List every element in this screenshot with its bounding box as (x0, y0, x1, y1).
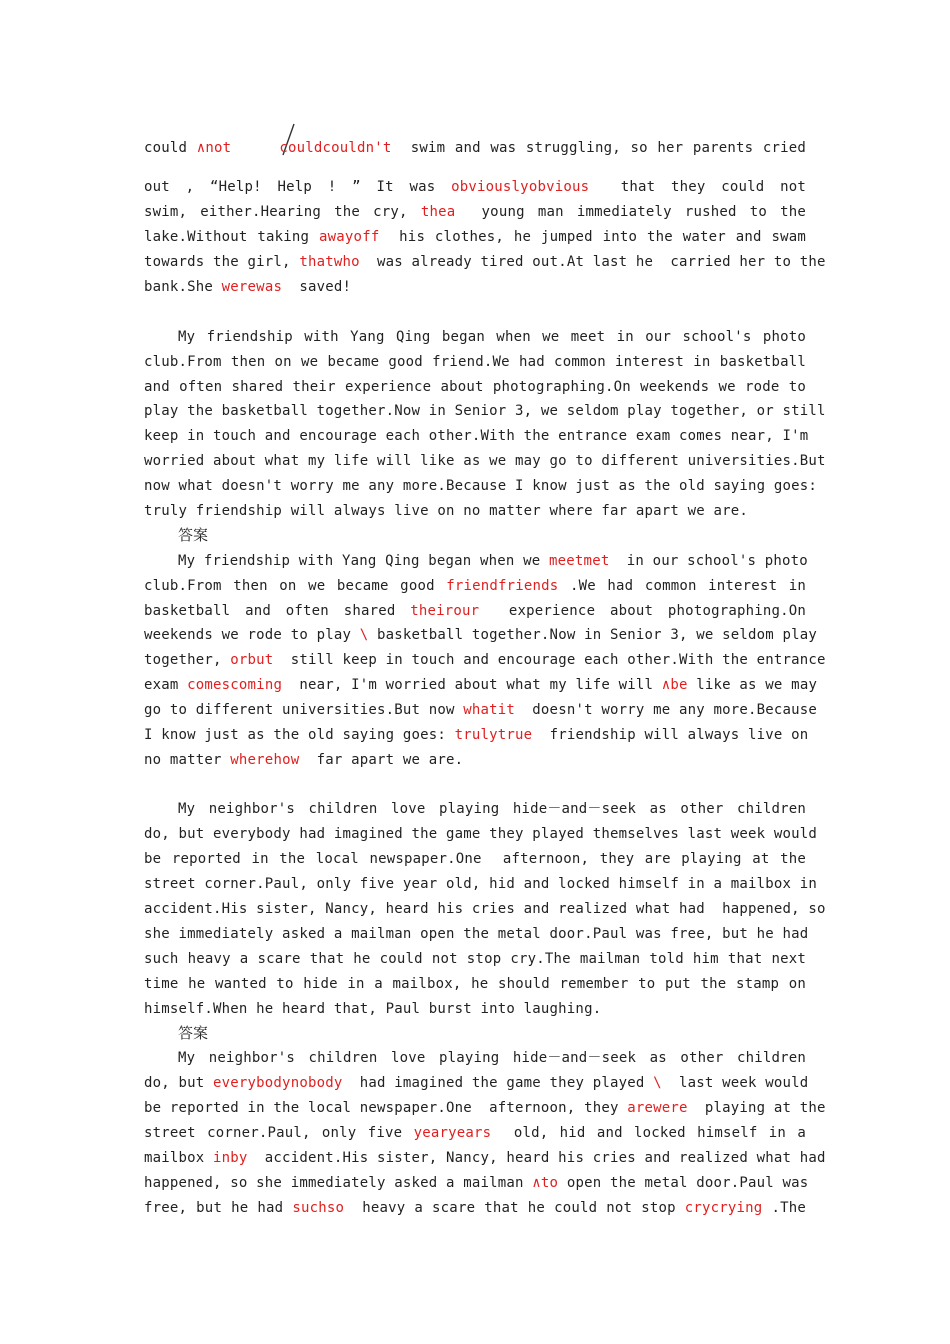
p2-line: and often shared their experience about photographing.On weekends we rode to (144, 379, 806, 395)
p3-line: do, but everybody had imagined the game they played themselves last week would (144, 826, 818, 842)
a2-line-5: together, orbut still keep in touch and encourage each other.With the entrance (144, 652, 826, 668)
a3-line-3: be reported in the local newspaper.One afternoon, they arewere playing at the (144, 1100, 826, 1116)
a2-line-9: no matter wherehow far apart we are. (144, 752, 464, 768)
p1-line-1: could ∧not couldcouldn't swim and was struggling, so her parents cried (144, 140, 806, 156)
p1-line-4: lake.Without taking awayoff his clothes, he jumped into the water and swam (144, 229, 806, 245)
a2-line-1: My friendship with Yang Qing began when we meetmet in our school's photo (178, 553, 808, 569)
p1-line-6: bank.She werewas saved! (144, 279, 352, 295)
p1-line-2: out , “Help! Help ! ” It was obviouslyobvious that they could not (144, 179, 806, 195)
p3-line: My neighbor's children love playing hide－and－seek as other children (178, 801, 806, 817)
a2-line-7: go to different universities.But now whatit doesn't worry me any more.Because (144, 702, 818, 718)
p2-line: My friendship with Yang Qing began when we meet in our school's photo (178, 329, 806, 345)
p2-line: club.From then on we became good friend.We had common interest in basketball (144, 354, 806, 370)
a2-line-8: I know just as the old saying goes: trulytrue friendship will always live on (144, 727, 809, 743)
p3-line: she immediately asked a mailman open the metal door.Paul was free, but he had (144, 926, 809, 942)
a3-line-4: street corner.Paul, only five yearyears old, hid and locked himself in a (144, 1125, 806, 1141)
a3-line-7: free, but he had suchso heavy a scare that he could not stop crycrying .The (144, 1200, 806, 1216)
a3-line-2: do, but everybodynobody had imagined the game they played \ last week would (144, 1075, 809, 1091)
p1-line-3: swim, either.Hearing the cry, thea young man immediately rushed to the (144, 204, 806, 220)
p2-line: truly friendship will always live on no matter where far apart we are. (144, 503, 749, 519)
p2-line: keep in touch and encourage each other.With the entrance exam comes near, I'm (144, 428, 809, 444)
p3-line: such heavy a scare that he could not stop cry.The mailman told him that next (144, 951, 806, 967)
a3-line-5: mailbox inby accident.His sister, Nancy, heard his cries and realized what had (144, 1150, 826, 1166)
p2-line: play the basketball together.Now in Senior 3, we seldom play together, or still (144, 403, 826, 419)
p1-line-5: towards the girl, thatwho was already tired out.At last he carried her to the (144, 254, 826, 270)
p3-line: himself.When he heard that, Paul burst into laughing. (144, 1001, 602, 1017)
a3-line-6: happened, so she immediately asked a mailman ∧to open the metal door.Paul was (144, 1175, 809, 1191)
a2-line-6: exam comescoming near, I'm worried about what my life will ∧be like as we may (144, 677, 818, 693)
p3-line: accident.His sister, Nancy, heard his cries and realized what had happened, so (144, 901, 826, 917)
p2-line: worried about what my life will like as we may go to different universities.But (144, 453, 826, 469)
p3-line: time he wanted to hide in a mailbox, he should remember to put the stamp on (144, 976, 806, 992)
a2-line-2: club.From then on we became good friendfriends .We had common interest in (144, 578, 806, 594)
p3-line: be reported in the local newspaper.One afternoon, they are playing at the (144, 851, 806, 867)
a2-line-4: weekends we rode to play \ basketball together.Now in Senior 3, we seldom play (144, 627, 818, 643)
a3-line-1: My neighbor's children love playing hide－and－seek as other children (178, 1050, 806, 1066)
p2-line: now what doesn't worry me any more.Because I know just as the old saying goes: (144, 478, 818, 494)
a2-line-3: basketball and often shared theirour experience about photographing.On (144, 603, 806, 619)
answer-label: 答案 (178, 1024, 209, 1042)
p3-line: street corner.Paul, only five year old, hid and locked himself in a mailbox in (144, 876, 818, 892)
answer-label: 答案 (178, 526, 209, 544)
